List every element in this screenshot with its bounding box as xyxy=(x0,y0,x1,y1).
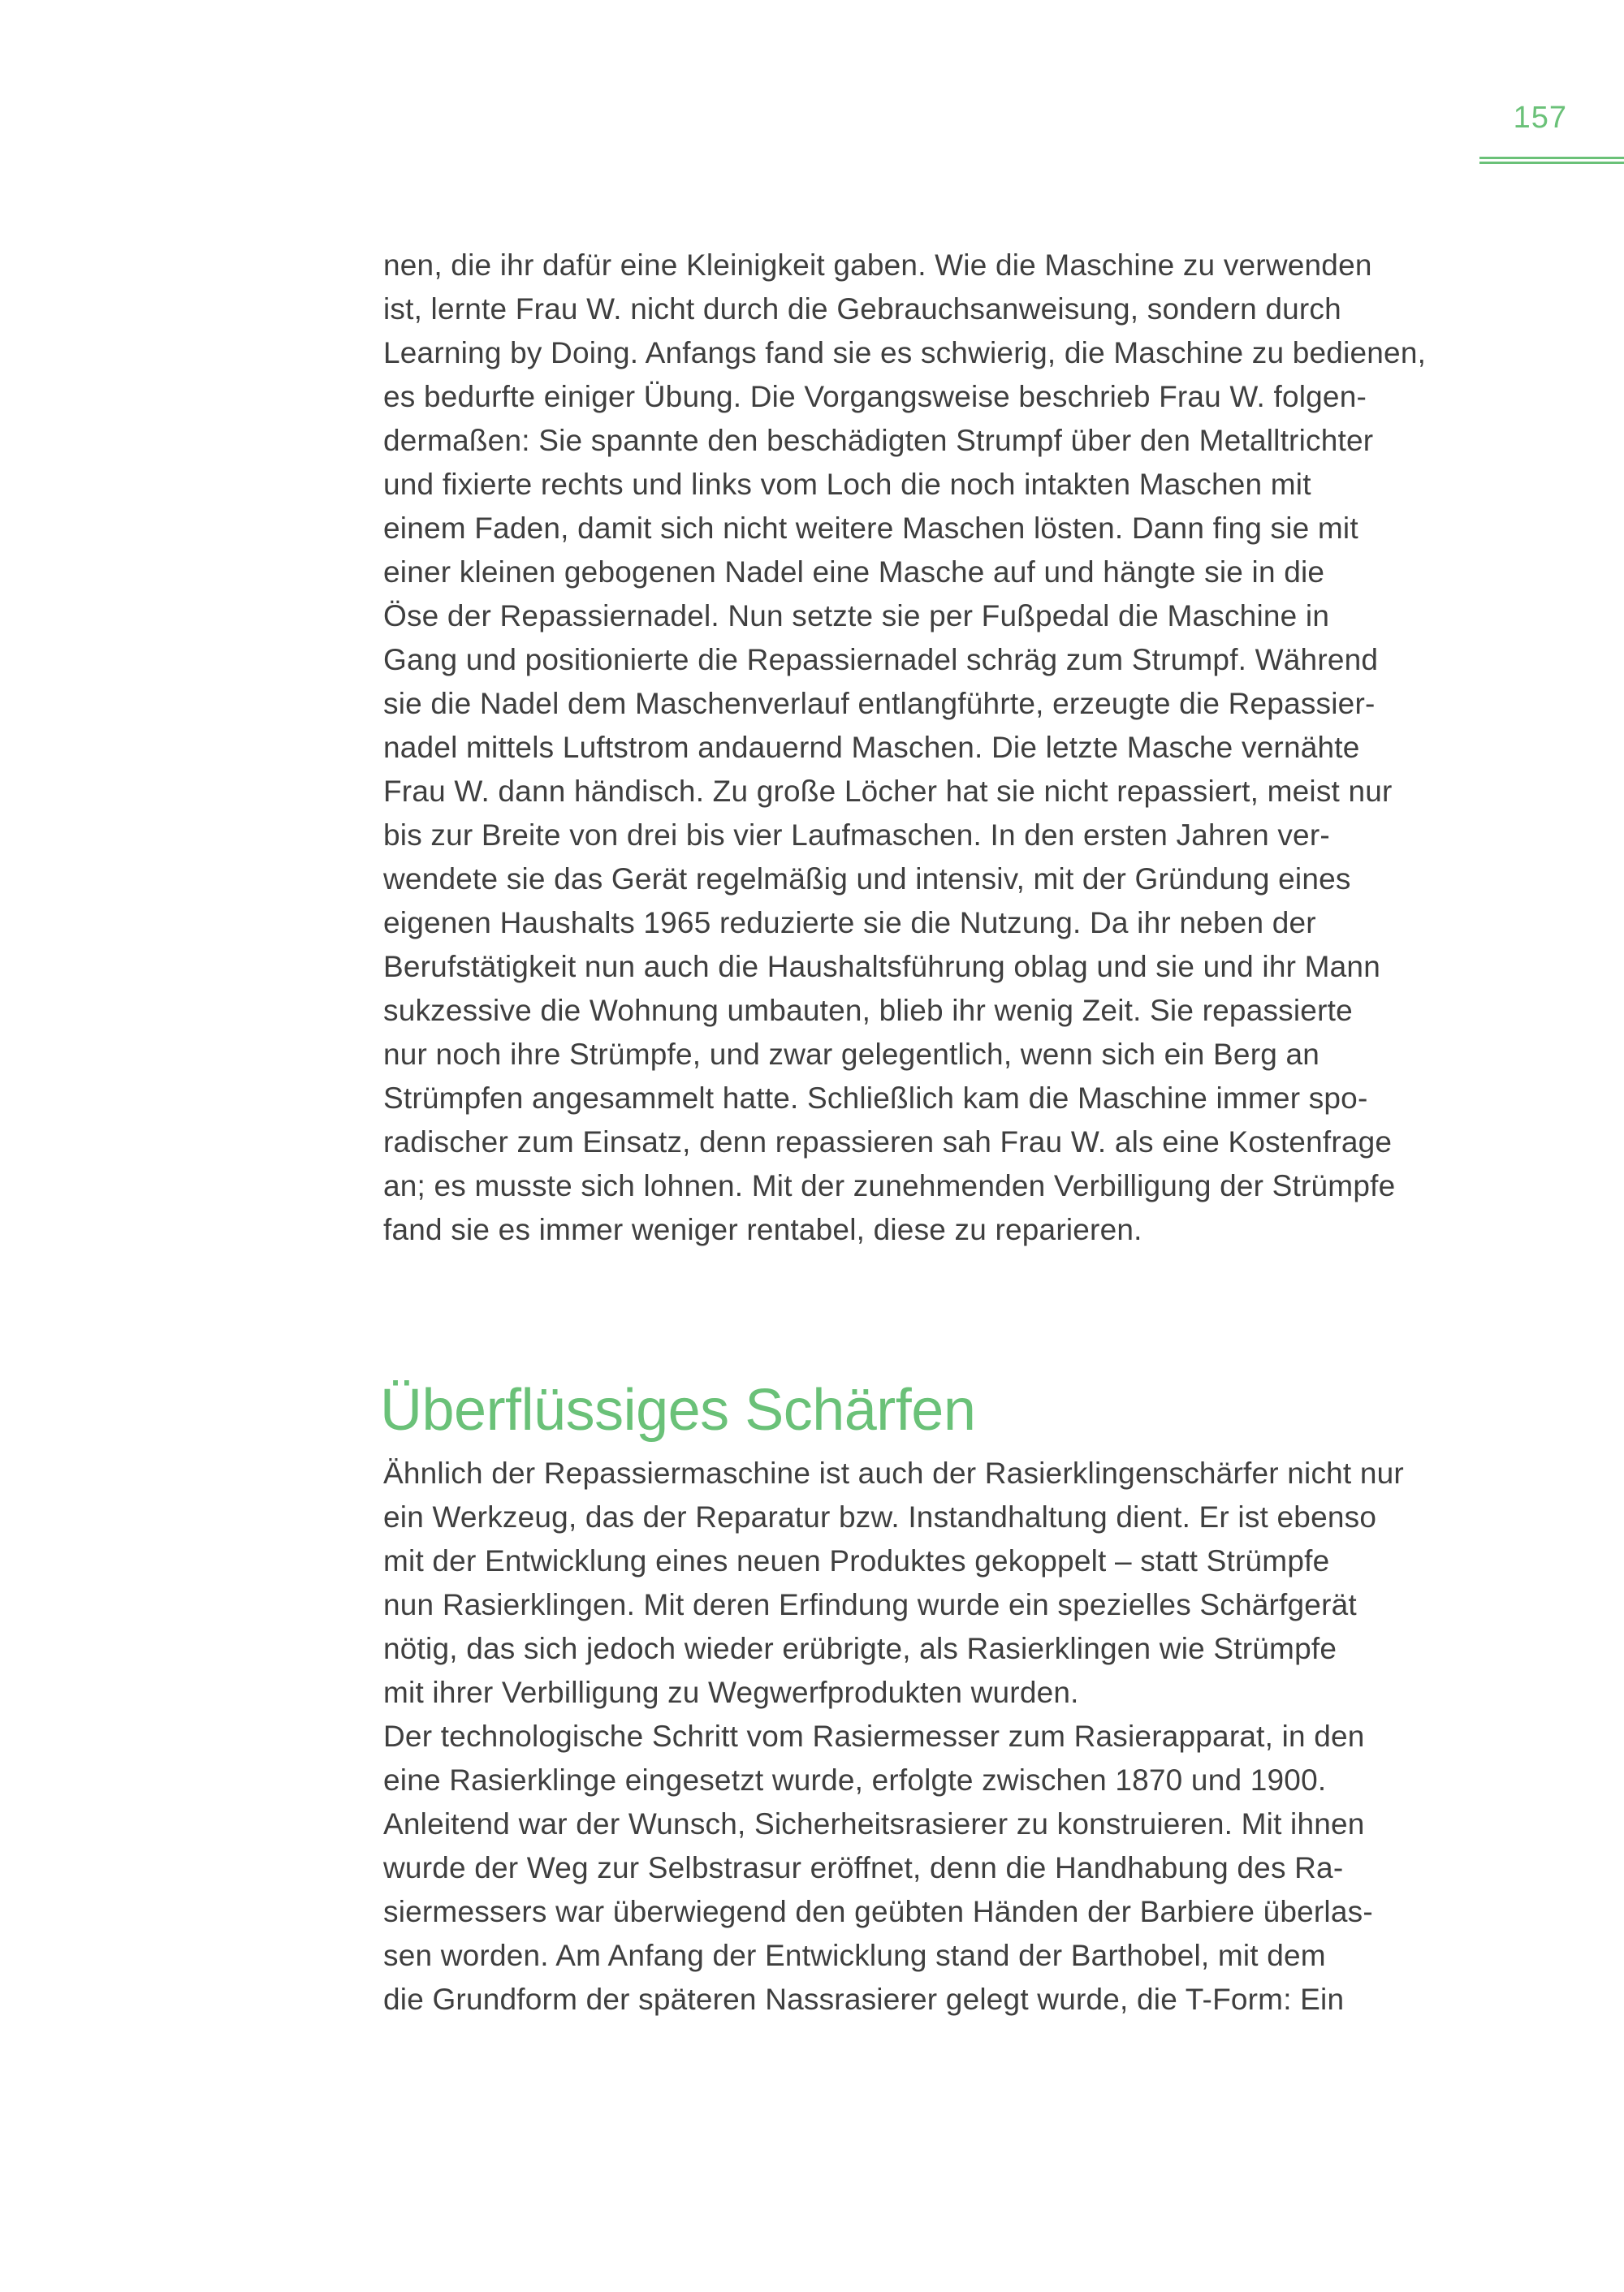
text-line: sukzessive die Wohnung umbauten, blieb ihr wenig Zeit. Sie repassierte xyxy=(383,994,1353,1027)
text-line: sie die Nadel dem Maschenverlauf entlangführte, erzeugte die Repassier- xyxy=(383,687,1376,720)
text-line: nen, die ihr dafür eine Kleinigkeit gaben. Wie die Maschine zu verwenden xyxy=(383,248,1372,282)
body-paragraph-1 xyxy=(383,244,1488,1252)
text-line: einer kleinen gebogenen Nadel eine Masche auf und hängte sie in die xyxy=(383,555,1325,589)
text-line: Öse der Repassiernadel. Nun setzte sie per Fußpedal die Maschine in xyxy=(383,599,1330,632)
text-line: fand sie es immer weniger rentabel, diese zu reparieren. xyxy=(383,1213,1142,1246)
text-line: wurde der Weg zur Selbstrasur eröffnet, denn die Handhabung des Ra- xyxy=(383,1851,1344,1884)
text-line: einem Faden, damit sich nicht weitere Maschen lösten. Dann fing sie mit xyxy=(383,511,1358,545)
text-line: sen worden. Am Anfang der Entwicklung stand der Barthobel, mit dem xyxy=(383,1939,1326,1972)
text-line: Strümpfen angesammelt hatte. Schließlich kam die Maschine immer spo- xyxy=(383,1081,1368,1115)
text-line: nun Rasierklingen. Mit deren Erfindung wurde ein spezielles Schärfgerät xyxy=(383,1588,1357,1621)
text-line: Gang und positionierte die Repassiernadel schräg zum Strumpf. Während xyxy=(383,643,1379,676)
text-line: radischer zum Einsatz, denn repassieren sah Frau W. als eine Kostenfrage xyxy=(383,1125,1393,1159)
text-line: ein Werkzeug, das der Reparatur bzw. Instandhaltung dient. Er ist ebenso xyxy=(383,1500,1377,1534)
text-line: Ähnlich der Repassiermaschine ist auch der Rasierklingenschärfer nicht nur xyxy=(383,1457,1404,1490)
text-line: nötig, das sich jedoch wieder erübrigte, als Rasierklingen wie Strümpfe xyxy=(383,1632,1337,1665)
text-line: ist, lernte Frau W. nicht durch die Gebrauchsanweisung, sondern durch xyxy=(383,292,1341,326)
text-line: mit ihrer Verbilligung zu Wegwerfprodukten wurden. xyxy=(383,1676,1079,1709)
text-line: nur noch ihre Strümpfe, und zwar gelegentlich, wenn sich ein Berg an xyxy=(383,1038,1320,1071)
text-line: Frau W. dann händisch. Zu große Löcher hat sie nicht repassiert, meist nur xyxy=(383,775,1393,808)
text-line: die Grundform der späteren Nassrasierer gelegt wurde, die T-Form: Ein xyxy=(383,1983,1345,2016)
text-line: dermaßen: Sie spannte den beschädigten Strumpf über den Metalltrichter xyxy=(383,424,1374,457)
text-line: bis zur Breite von drei bis vier Laufmaschen. In den ersten Jahren ver- xyxy=(383,818,1330,852)
text-line: es bedurfte einiger Übung. Die Vorgangsweise beschrieb Frau W. folgen- xyxy=(383,380,1367,413)
text-line: mit der Entwicklung eines neuen Produktes gekoppelt – statt Strümpfe xyxy=(383,1544,1330,1578)
page-number: 157 xyxy=(1513,101,1567,135)
text-line: siermessers war überwiegend den geübten Händen der Barbiere überlas- xyxy=(383,1895,1373,1928)
text-line: und fixierte rechts und links vom Loch die noch intakten Maschen mit xyxy=(383,468,1311,501)
text-line: Berufstätigkeit nun auch die Haushaltsführung oblag und sie und ihr Mann xyxy=(383,950,1380,983)
text-line: nadel mittels Luftstrom andauernd Maschen. Die letzte Masche vernähte xyxy=(383,731,1360,764)
body-paragraph-2 xyxy=(383,1452,1488,2022)
text-line: Learning by Doing. Anfangs fand sie es schwierig, die Maschine zu bedienen, xyxy=(383,336,1427,369)
text-line: eigenen Haushalts 1965 reduzierte sie die Nutzung. Da ihr neben der xyxy=(383,906,1316,939)
section-heading: Überflüssiges Schärfen xyxy=(380,1378,976,1444)
text-line: wendete sie das Gerät regelmäßig und intensiv, mit der Gründung eines xyxy=(383,862,1351,896)
text-line: an; es musste sich lohnen. Mit der zunehmenden Verbilligung der Strümpfe xyxy=(383,1169,1396,1202)
text-line: eine Rasierklinge eingesetzt wurde, erfolgte zwischen 1870 und 1900. xyxy=(383,1763,1327,1797)
text-line: Der technologische Schritt vom Rasiermesser zum Rasierapparat, in den xyxy=(383,1720,1365,1753)
text-line: Anleitend war der Wunsch, Sicherheitsrasierer zu konstruieren. Mit ihnen xyxy=(383,1807,1365,1841)
header-double-rule xyxy=(1479,157,1624,164)
